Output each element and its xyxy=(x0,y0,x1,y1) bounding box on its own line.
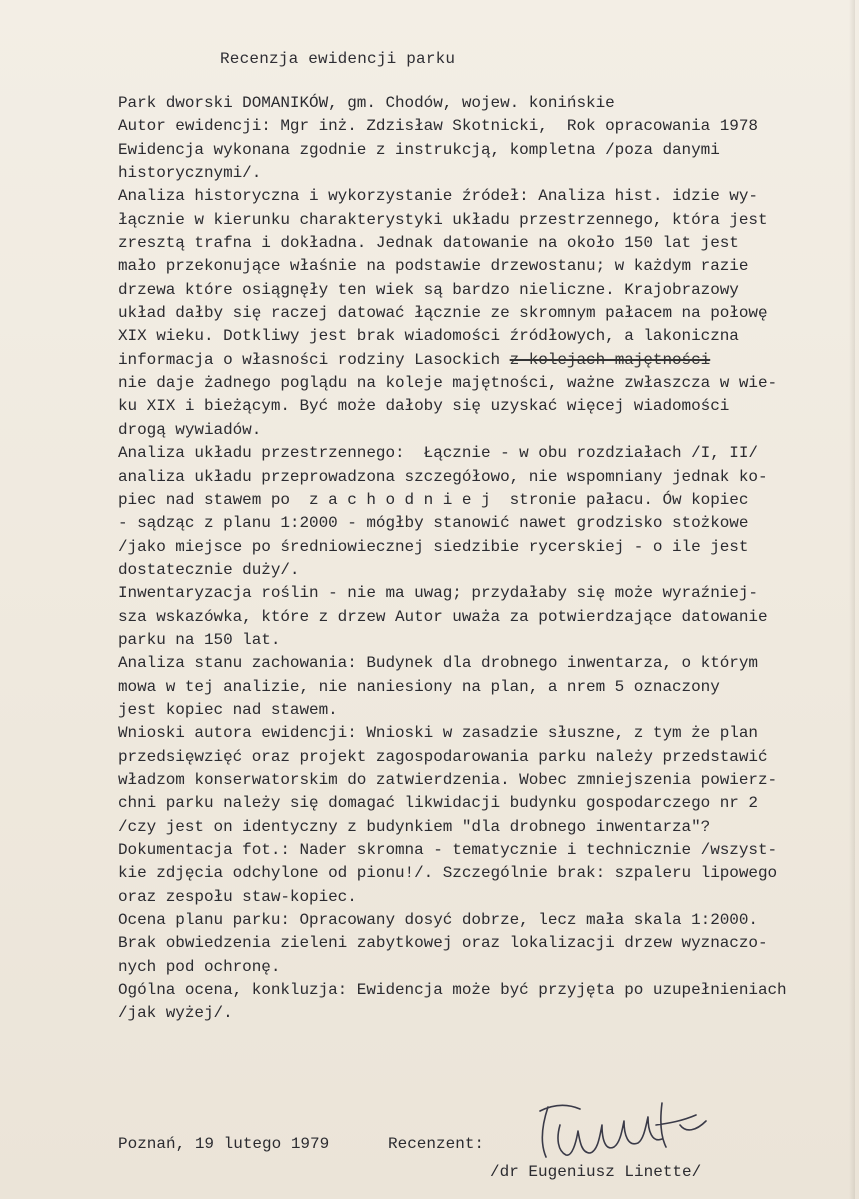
text-line xyxy=(118,1002,853,1025)
text-line xyxy=(118,979,853,1002)
line-text: układ dałby się raczej datować łącznie ze skromnym pałacem na połowę xyxy=(118,304,768,323)
line-text: analiza układu przeprowadzona szczegółowo, nie wspomniany jednak ko- xyxy=(118,467,768,486)
text-line xyxy=(118,652,853,675)
reviewer-name: /dr Eugeniusz Linette/ xyxy=(490,1163,702,1181)
text-line xyxy=(118,816,853,839)
text-line xyxy=(118,139,853,162)
line-text: drogą wywiadów. xyxy=(118,420,262,439)
text-line xyxy=(118,606,853,629)
text-line xyxy=(118,185,853,208)
reviewer-label: Recenzent: xyxy=(388,1135,485,1153)
text-line xyxy=(118,839,853,862)
line-text: /jak wyżej/. xyxy=(118,1004,233,1023)
text-line xyxy=(118,559,853,582)
line-text: XIX wieku. Dotkliwy jest brak wiadomości źródłowych, a lakoniczna xyxy=(118,327,739,346)
struck-out-text: z kolejach majętności xyxy=(509,350,711,369)
line-text: Ogólna ocena, konkluzja: Ewidencja może być przyjęta po uzupełnieniach xyxy=(118,981,787,1000)
line-text: Brak obwiedzenia zieleni zabytkowej oraz lokalizacji drzew wyznaczo- xyxy=(118,934,768,953)
line-text: - sądząc z planu 1:2000 - mógłby stanowić nawet grodzisko stożkowe xyxy=(118,514,749,533)
document-title: Recenzja ewidencji parku xyxy=(220,50,456,68)
text-line xyxy=(118,886,853,909)
document-body xyxy=(118,92,853,1026)
text-line xyxy=(118,536,853,559)
text-line xyxy=(118,629,853,652)
line-text: ku XIX i bieżącym. Być może dałoby się uzyskać więcej wiadomości xyxy=(118,397,730,416)
text-line xyxy=(118,722,853,745)
line-text: Analiza układu przestrzennego: Łącznie - w obu rozdziałach /I, II/ xyxy=(118,444,758,463)
line-text: historycznymi/. xyxy=(118,164,262,183)
line-text: Dokumentacja fot.: Nader skromna - tematycznie i technicznie /wszyst- xyxy=(118,841,778,859)
text-line xyxy=(118,442,853,465)
text-line xyxy=(118,419,853,442)
line-text: drzewa które osiągnęły ten wiek są bardzo nieliczne. Krajobrazowy xyxy=(118,280,739,299)
line-text: kie zdjęcia odchylone od pionu!/. Szczególnie brak: szpaleru lipowego xyxy=(118,864,778,883)
line-text: Inwentaryzacja roślin - nie ma uwag; przydałaby się może wyraźniej- xyxy=(118,584,758,603)
line-text: /jako miejsce po średniowiecznej siedzibie rycerskiej - o ile jest xyxy=(118,537,749,556)
text-line xyxy=(118,932,853,955)
line-text: informacja o własności rodziny Lasockich xyxy=(118,350,510,369)
text-line xyxy=(118,162,853,185)
line-text: sza wskazówka, które z drzew Autor uważa za potwierdzające datowanie xyxy=(118,607,768,626)
line-text: /czy jest on identyczny z budynkiem "dla drobnego inwentarza"? xyxy=(118,817,711,836)
text-line xyxy=(118,769,853,792)
line-text: mało przekonujące właśnie na podstawie drzewostanu; w każdym razie xyxy=(118,257,749,276)
text-line xyxy=(118,466,853,489)
text-line xyxy=(118,792,853,815)
line-text: łącznie w kierunku charakterystyki układu przestrzennego, która jest xyxy=(118,210,768,229)
line-text: Analiza stanu zachowania: Budynek dla drobnego inwentarza, o którym xyxy=(118,654,758,673)
line-text: przedsięwzięć oraz projekt zagospodarowania parku należy przedstawić xyxy=(118,747,768,766)
text-line xyxy=(118,746,853,769)
line-text: Wnioski autora ewidencji: Wnioski w zasadzie słuszne, z tym że plan xyxy=(118,724,758,743)
text-line xyxy=(118,395,853,418)
line-text: Park dworski DOMANIKÓW, gm. Chodów, wojew. konińskie xyxy=(118,94,615,112)
text-line xyxy=(118,92,853,115)
line-text: chni parku należy się domagać likwidacji budynku gospodarczego nr 2 xyxy=(118,794,758,813)
page-edge-shadow xyxy=(849,0,855,1199)
place-date: Poznań, 19 lutego 1979 xyxy=(118,1135,330,1153)
line-text: władzom konserwatorskim do zatwierdzenia. Wobec zmniejszenia powierz- xyxy=(118,770,778,789)
line-text: oraz zespołu staw-kopiec. xyxy=(118,887,357,906)
text-line xyxy=(118,372,853,395)
line-text: dostatecznie duży/. xyxy=(118,560,300,579)
text-line xyxy=(118,699,853,722)
text-line xyxy=(118,209,853,232)
text-line xyxy=(118,512,853,535)
line-text: Analiza historyczna i wykorzystanie źródeł: Analiza hist. idzie wy- xyxy=(118,187,758,206)
text-line xyxy=(118,676,853,699)
text-line xyxy=(118,302,853,325)
text-line xyxy=(118,349,853,372)
text-line xyxy=(118,279,853,302)
text-line xyxy=(118,582,853,605)
line-text: jest kopiec nad stawem. xyxy=(118,700,338,719)
line-text: zresztą trafna i dokładna. Jednak datowanie na około 150 lat jest xyxy=(118,234,739,253)
line-text: Autor ewidencji: Mgr inż. Zdzisław Skotnicki, Rok opracowania 1978 xyxy=(118,117,758,136)
text-line xyxy=(118,325,853,348)
line-text: Ocena planu parku: Opracowany dosyć dobrze, lecz mała skala 1:2000. xyxy=(118,911,758,930)
text-line xyxy=(118,909,853,932)
footer xyxy=(118,1135,485,1199)
line-text: nie daje żadnego poglądu na koleje majętności, ważne zwłaszcza w wie- xyxy=(118,374,778,393)
text-line xyxy=(118,489,853,512)
text-line xyxy=(118,255,853,278)
text-line xyxy=(118,115,853,138)
line-text: Ewidencja wykonana zgodnie z instrukcją, kompletna /poza danymi xyxy=(118,140,720,159)
text-line xyxy=(118,956,853,979)
text-line xyxy=(118,862,853,885)
line-text: piec nad stawem po z a c h o d n i e j stronie pałacu. Ów kopiec xyxy=(118,490,749,509)
line-text: mowa w tej analizie, nie naniesiony na plan, a nrem 5 oznaczony xyxy=(118,677,720,696)
line-text: nych pod ochronę. xyxy=(118,957,281,976)
line-text: parku na 150 lat. xyxy=(118,630,281,649)
text-line xyxy=(118,232,853,255)
handwritten-signature xyxy=(520,1095,720,1170)
